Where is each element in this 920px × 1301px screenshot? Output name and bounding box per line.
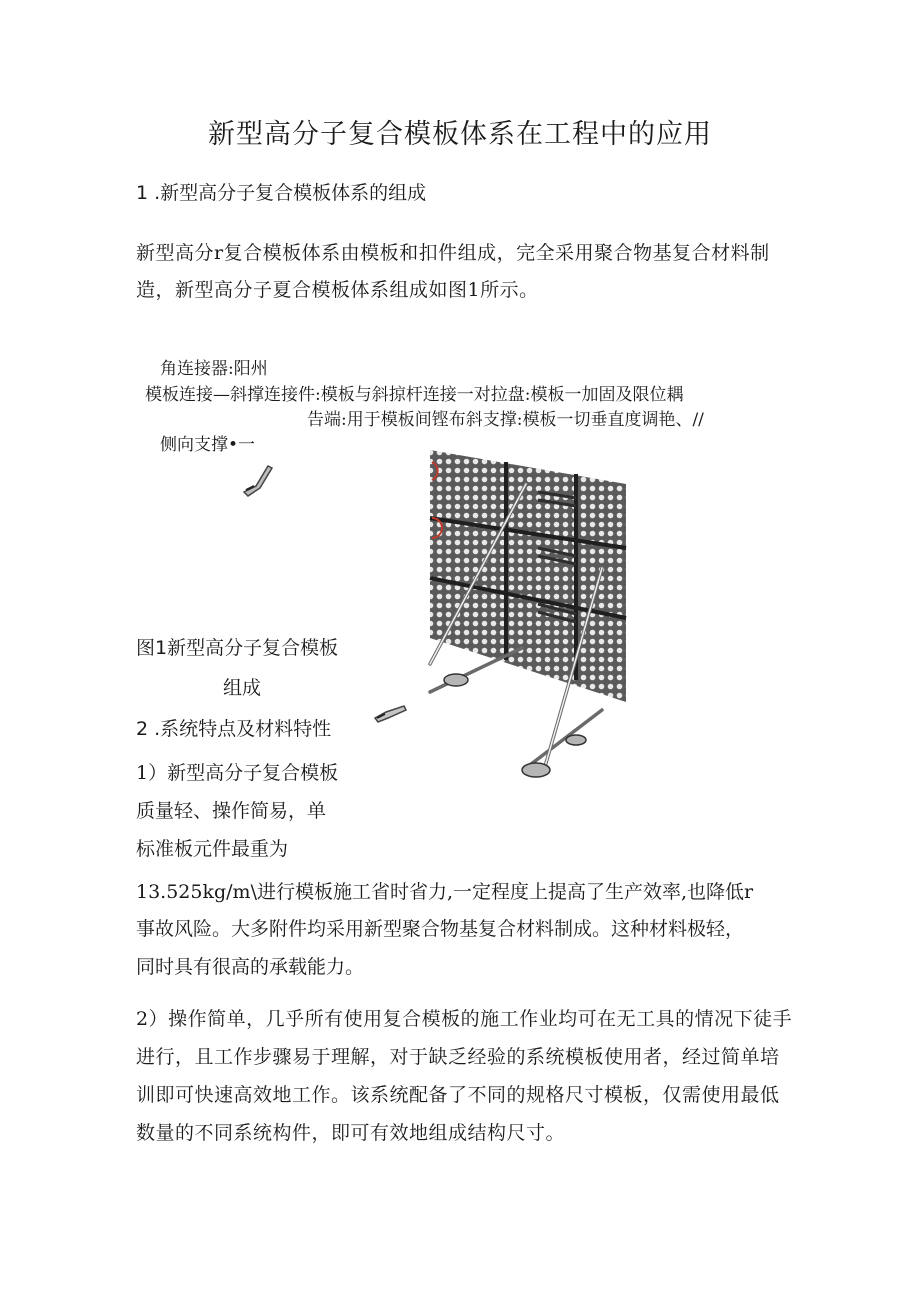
- item-1-line-2: 质量轻、操作简易，单: [136, 800, 327, 822]
- item-1-line-4: 13.525kg∕m\进行模板施工省时省力,一定程度上提高了生产效率,也降低r: [136, 881, 754, 903]
- item-1-line-6: 同时具有很高的承载能力。: [136, 956, 365, 978]
- section-1-heading: 1 .新型高分子复合模板体系的组成: [136, 182, 427, 204]
- section-2-heading: 2 .系统特点及材料特性: [136, 718, 332, 740]
- connector-part-image-1: [238, 462, 276, 500]
- item-1-line-1: 1）新型高分子复合模板: [136, 762, 339, 784]
- figure-label-line-1: 角连接器:阳州: [160, 359, 268, 379]
- figure-caption-line-2: 组成: [223, 677, 262, 699]
- figure-label-line-2: 模板连接—斜撑连接件:模板与斜掠杆连接一对拉盘:模板一加固及限位耦: [145, 385, 684, 405]
- figure-label-line-3: 告端:用于模板间铿布斜支撑:模板一切垂直度调艳、//: [307, 410, 704, 430]
- figure-label-line-4: 侧向支撑•一: [160, 435, 256, 455]
- item-1-line-5: 事故风险。大多附件均采用新型聚合物基复合材料制成。这种材料极轻，: [136, 918, 745, 940]
- figure-caption-line-1: 图1新型高分子复合模板: [136, 637, 339, 659]
- item-2-paragraph: 2）操作简单，几乎所有使用复合模板的施工作业均可在无工具的情况下徒手进行，且工作步骤易于理解，对于缺乏经验的系统模板使用者，经过简单培训即可快速高效地工作。该系统配备了不同的规格尺寸模板，仅需使用最低数量的不同系统构件，即可有效地组成结构尺寸。: [136, 1008, 793, 1144]
- document-title: 新型高分子复合模板体系在工程中的应用: [208, 119, 712, 150]
- formwork-system-image: [426, 448, 632, 790]
- item-1-line-3: 标准板元件最重为: [136, 838, 289, 860]
- connector-part-image-2: [372, 700, 408, 724]
- section-1-paragraph: 新型高分r复合模板体系由模板和扣件组成，完全采用聚合物基复合材料制造，新型高分子夏合模板体系组成如图1所示。: [136, 242, 770, 301]
